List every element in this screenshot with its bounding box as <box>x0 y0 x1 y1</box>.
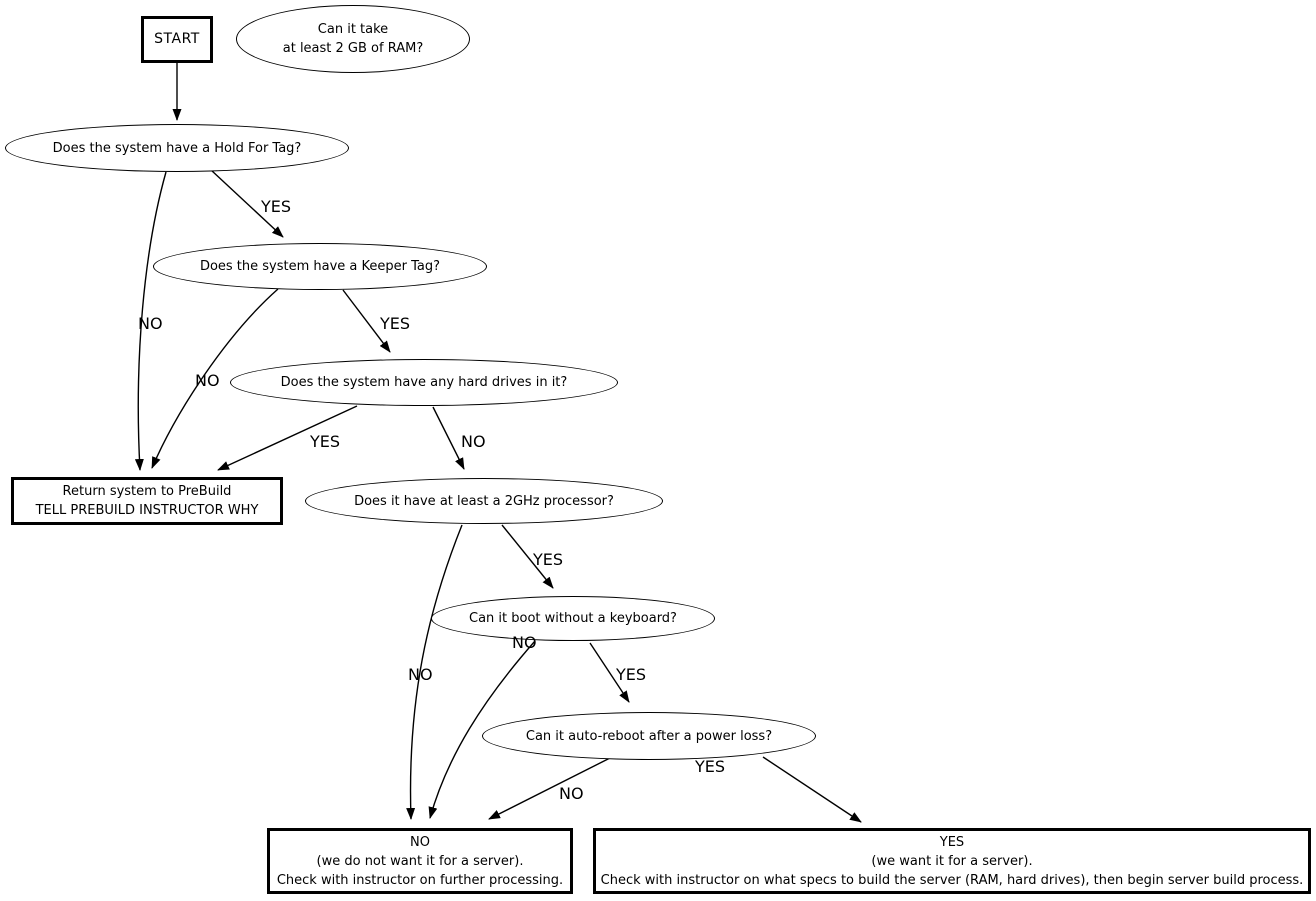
return-prebuild-line1: Return system to PreBuild <box>62 484 232 499</box>
processor-label: Does it have at least a 2GHz processor? <box>354 493 614 509</box>
edge-label-keyboard-yes: YES <box>616 665 647 684</box>
node-hold-for-tag <box>5 124 349 172</box>
outcome-no-line3: Check with instructor on further processing. <box>276 872 564 888</box>
edge-label-hold-yes: YES <box>261 197 292 216</box>
node-outcome-yes <box>593 828 1311 894</box>
outcome-yes-line2: (we want it for a server). <box>871 853 1033 869</box>
ram-question-line1: Can it take <box>317 22 389 37</box>
edge-label-reboot-yes: YES <box>695 757 726 776</box>
node-hard-drives <box>230 359 618 406</box>
hold-for-tag-label: Does the system have a Hold For Tag? <box>52 140 302 156</box>
hard-drives-label: Does the system have any hard drives in it? <box>280 375 568 390</box>
edge-label-processor-yes: YES <box>533 550 564 569</box>
edge-reboot-no-to-outcome-no <box>489 757 612 819</box>
node-processor <box>305 478 663 524</box>
edge-label-hard-drives-no: NO <box>461 432 486 451</box>
edge-label-processor-no: NO <box>408 665 433 684</box>
node-return-prebuild <box>11 477 283 525</box>
node-start <box>141 16 213 63</box>
node-ram-question <box>236 5 470 73</box>
edge-label-reboot-no: NO <box>559 784 584 803</box>
return-prebuild-line2: TELL PREBUILD INSTRUCTOR WHY <box>35 503 259 518</box>
edge-label-keeper-no: NO <box>195 371 220 390</box>
start-label: START <box>154 31 200 47</box>
keeper-tag-label: Does the system have a Keeper Tag? <box>199 259 441 274</box>
edge-harddrives-no-to-processor <box>433 407 464 469</box>
outcome-no-line1: NO <box>410 834 430 850</box>
edge-label-keyboard-no: NO <box>512 633 537 652</box>
edge-label-hard-drives-yes: YES <box>310 432 341 451</box>
ram-question-line2: at least 2 GB of RAM? <box>282 41 424 56</box>
outcome-no-line2: (we do not want it for a server). <box>316 853 524 869</box>
node-keyboard-boot <box>431 596 715 641</box>
node-outcome-no <box>267 828 573 894</box>
keyboard-boot-label: Can it boot without a keyboard? <box>469 611 677 626</box>
outcome-yes-line3: Check with instructor on what specs to build the server (RAM, hard drives), then begin server build process. <box>600 872 1304 888</box>
edge-reboot-yes-to-outcome-yes <box>763 757 861 822</box>
edge-label-keeper-yes: YES <box>380 314 411 333</box>
outcome-yes-line1: YES <box>939 834 965 850</box>
node-auto-reboot <box>482 712 816 760</box>
edge-label-hold-no: NO <box>138 314 163 333</box>
auto-reboot-label: Can it auto-reboot after a power loss? <box>525 728 773 744</box>
node-keeper-tag <box>153 243 487 290</box>
